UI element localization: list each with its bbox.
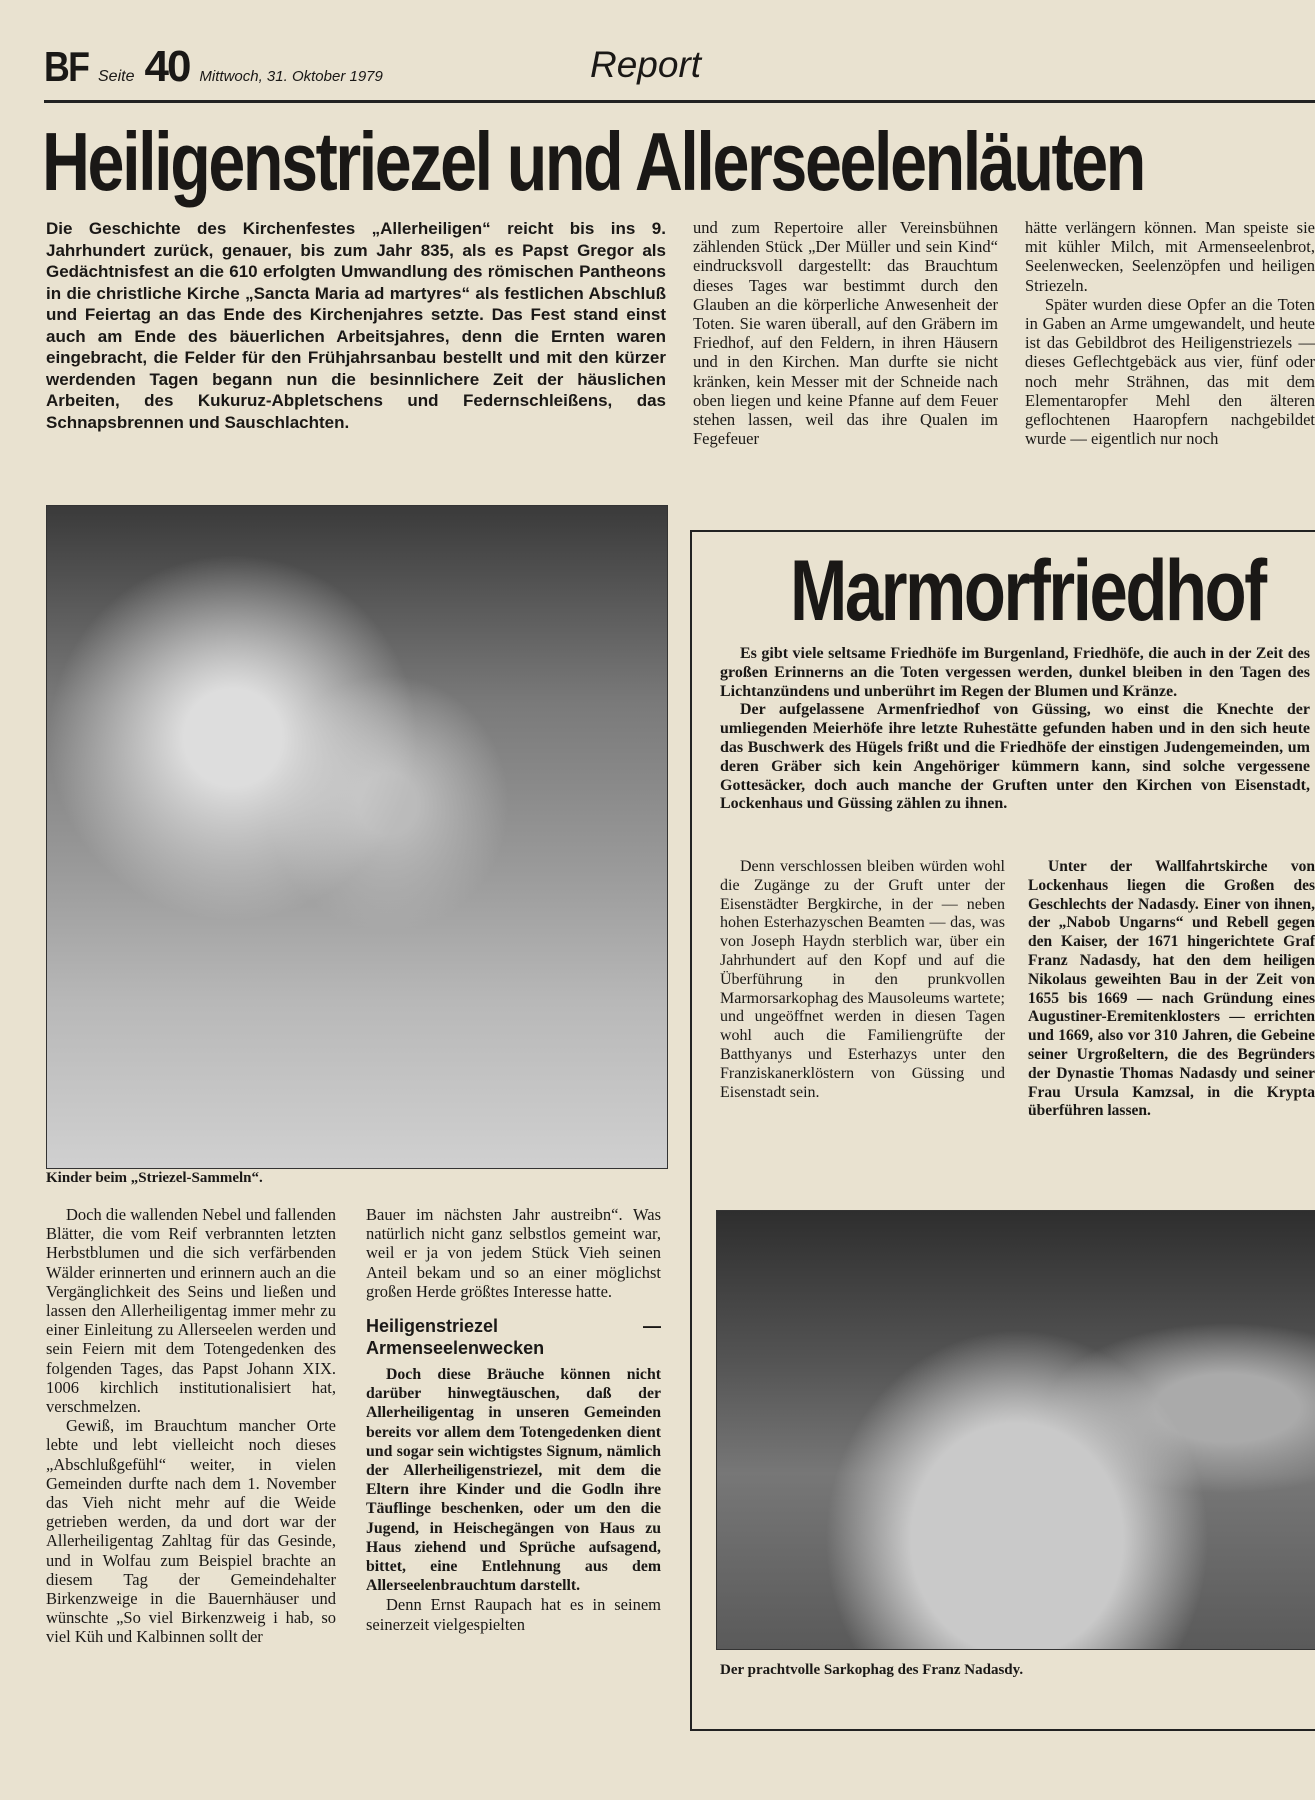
article-column-mid-top xyxy=(693,218,998,448)
paragraph: Denn verschlossen bleiben würden wohl die Zugänge zu der Gruft unter der Eisenstädter Bergkirche, in der — neben hohen Esterhazyschen Beamten — das, was von Joseph Haydn sterblich war, über ein Jahrhundert auf den Kopf und auf die Überführung in den prunkvollen Marmorsarkophag des Mausoleums wartete; und ungeöffnet werden in diesen Tagen wohl auch die Familiengrüfte der Batthyanys und Esterhazys unter den Franziskanerklöstern von Güssing und Eisenstadt sein. xyxy=(720,858,1005,1101)
paper-logo: BF xyxy=(44,43,89,90)
section-title: Report xyxy=(590,44,702,85)
paragraph: Doch diese Bräuche können nicht darüber hinwegtäuschen, daß der Allerheiligentag in unseren Gemeinden bereits vor allem dem Totengedenken dient und sogar sein wichtigstes Signum, nämlich der Allerheiligenstriezel, mit dem die Eltern ihre Kinder und die Godln ihre Täuflinge beschenken, oder um den die Jugend, in Heischegängen von Haus zu Haus ziehend und Sprüche aufsagend, bittet, eine Entlehnung aus dem Allerseelenbrauchtum darstellt. xyxy=(366,1366,661,1595)
box-lead xyxy=(720,645,1310,814)
paragraph: Der aufgelassene Armenfriedhof von Güssing, wo einst die Knechte der umliegenden Meierhöfe ihre letzte Ruhestätte gefunden haben und in den sich heute das Buschwerk des Hügels frißt und die Friedhöfe der einstigen Judengemeinden, um deren Gräber sich kein Angehöriger kümmern kann, sind solche vergessene Gottesäcker, doch auch manche der Gruften unter den Kirchen von Eisenstadt, Lockenhaus und Güssing zählen zu ihnen. xyxy=(720,701,1310,813)
lead-paragraph: Die Geschichte des Kirchenfestes „Allerheiligen“ reicht bis ins 9. Jahrhundert zurück, genauer, bis zum Jahr 835, als es Papst Gregor als Gedächtnisfest an die 610 erfolgten Umwandlung des römischen Pantheons in die christliche Kirche „Sancta Maria ad martyres“ als festlichen Abschluß und Feiertag an das Ende des Kirchenjahres setzte. Das Fest stand einst auch am Ende des bäuerlichen Arbeitsjahres, denn die Ernten waren eingebracht, die Felder für den Frühjahrsanbau bestellt und mit den kürzer werdenden Tagen begann nun die besinnlichere Zeit der häuslichen Arbeiten, des Kukuruz-Abpletschens und Federnschleißens, das Schnapsbrennen und Sauschlachten. xyxy=(46,219,666,432)
photo-caption: Kinder beim „Striezel-Sammeln“. xyxy=(46,1170,263,1186)
paragraph: Gewiß, im Brauchtum mancher Orte lebte und lebt vielleicht noch dieses „Abschlußgefühl“ weiter, in vielen Gemeinden durfte nach dem 1. November das Vieh nicht mehr auf die Weide getrieben werden, da und dort war der Allerheiligentag Zahltag für das Gesinde, und in Wolfau zum Beispiel brachte an diesem Tag der Gemeindehalter Birkenzweige in die Bauernhäuser und wünschte „So viel Birkenzweig i hab, so viel Küh und Kalbinnen sollt der xyxy=(46,1416,336,1647)
header-rule xyxy=(44,100,1315,103)
box-headline: Marmorfriedhof xyxy=(790,543,1265,639)
page-number: 40 xyxy=(144,42,190,91)
box-column-right xyxy=(1028,858,1315,1121)
subheading: Heiligenstriezel — Armenseelenwecken xyxy=(366,1316,661,1359)
paragraph: Unter der Wallfahrtskirche von Lockenhaus liegen die Großen des Geschlechts der Nadasdy. Einer von ihnen, der „Nabob Ungarns“ und Rebell gegen den Kaiser, der 1671 hingerichtete Graf Franz Nadasdy, hat den dem heiligen Nikolaus geweihten Bau in der Zeit von 1655 bis 1669 — nach Gründung eines Augustiner-Eremitenklosters — errichten und 1669, also vor 310 Jahren, die Gebeine seiner Urgroßeltern, die des Begründers der Dynastie Thomas Nadasdy und seiner Frau Ursula Kamzsal, in die Krypta überführen lassen. xyxy=(1028,858,1315,1120)
paragraph: Später wurden diese Opfer an die Toten in Gaben an Arme umgewandelt, und heute ist das Gebildbrot des Heiligenstriezels — dieses Geflechtgebäck aus vier, fünf oder noch mehr Strähnen, das mit dem Elementaropfer Mehl den älteren geflochtenen Haaropfern nachgebildet wurde — eigentlich nur noch xyxy=(1025,294,1315,449)
paragraph: Doch die wallenden Nebel und fallenden Blätter, die vom Reif verbrannten letzten Herbstblumen und die sich verfärbenden Wälder erinnerten und erinnern auch an die Vergänglichkeit des Seins und ließen und lassen den Allerheiligentag immer mehr zu einer Einleitung zu Allerseelen werden und sein Feiern mit dem Totengedenken des folgenden Tages, das Papst Johann XIX. 1006 kirchlich institutionalisiert hat, verschmelzen. xyxy=(46,1205,336,1417)
children-photo xyxy=(46,505,668,1169)
box-column-left xyxy=(720,858,1005,1102)
issue-date: Mittwoch, 31. Oktober 1979 xyxy=(199,68,383,85)
paragraph: hätte verlängern können. Man speiste sie mit kühler Milch, mit Armenseelenbrot, Seelenwecken, Seelenzöpfen und heiligen Striezeln. xyxy=(1025,218,1315,295)
main-headline: Heiligenstriezel und Allerseelenläuten xyxy=(42,115,1144,208)
article-column-right-top xyxy=(1025,218,1315,448)
sarcophagus-photo xyxy=(716,1210,1315,1650)
masthead xyxy=(44,42,383,92)
paragraph: Denn Ernst Raupach hat es in seinem seinerzeit vielgespielten xyxy=(366,1595,661,1634)
paragraph: und zum Repertoire aller Vereinsbühnen zählenden Stück „Der Müller und sein Kind“ eindrucksvoll dargestellt: das Brauchtum dieses Tages war bestimmt durch den Glauben an die körperliche Anwesenheit der Toten. Sie waren überall, auf den Gräbern im Friedhof, auf den Feldern, in ihren Häusern und in den Kirchen. Man durfte sie nicht kränken, kein Messer mit der Schneide nach oben liegen und keine Pfanne auf dem Feuer stehen lassen, weil das ihre Qualen im Fegefeuer xyxy=(693,218,998,449)
page-label: Seite xyxy=(98,68,135,85)
article-column-left-bottom xyxy=(46,1205,336,1647)
paragraph: Es gibt viele seltsame Friedhöfe im Burgenland, Friedhöfe, die auch in der Zeit des großen Erinnerns an die Toten vergessen werden, dunkel bleiben in den Tagen des Lichtanzündens und unberührt im Regen der Blumen und Kränze. xyxy=(720,645,1310,700)
paragraph: Bauer im nächsten Jahr austreibn“. Was natürlich nicht ganz selbstlos gemeint war, weil er ja von jedem Stück Vieh seinen Anteil bekam und so an einer möglichst großen Herde größtes Interesse hatte. xyxy=(366,1205,661,1301)
article-column-mid-bottom xyxy=(366,1205,661,1634)
box-photo-caption: Der prachtvolle Sarkophag des Franz Nadasdy. xyxy=(720,1662,1024,1678)
